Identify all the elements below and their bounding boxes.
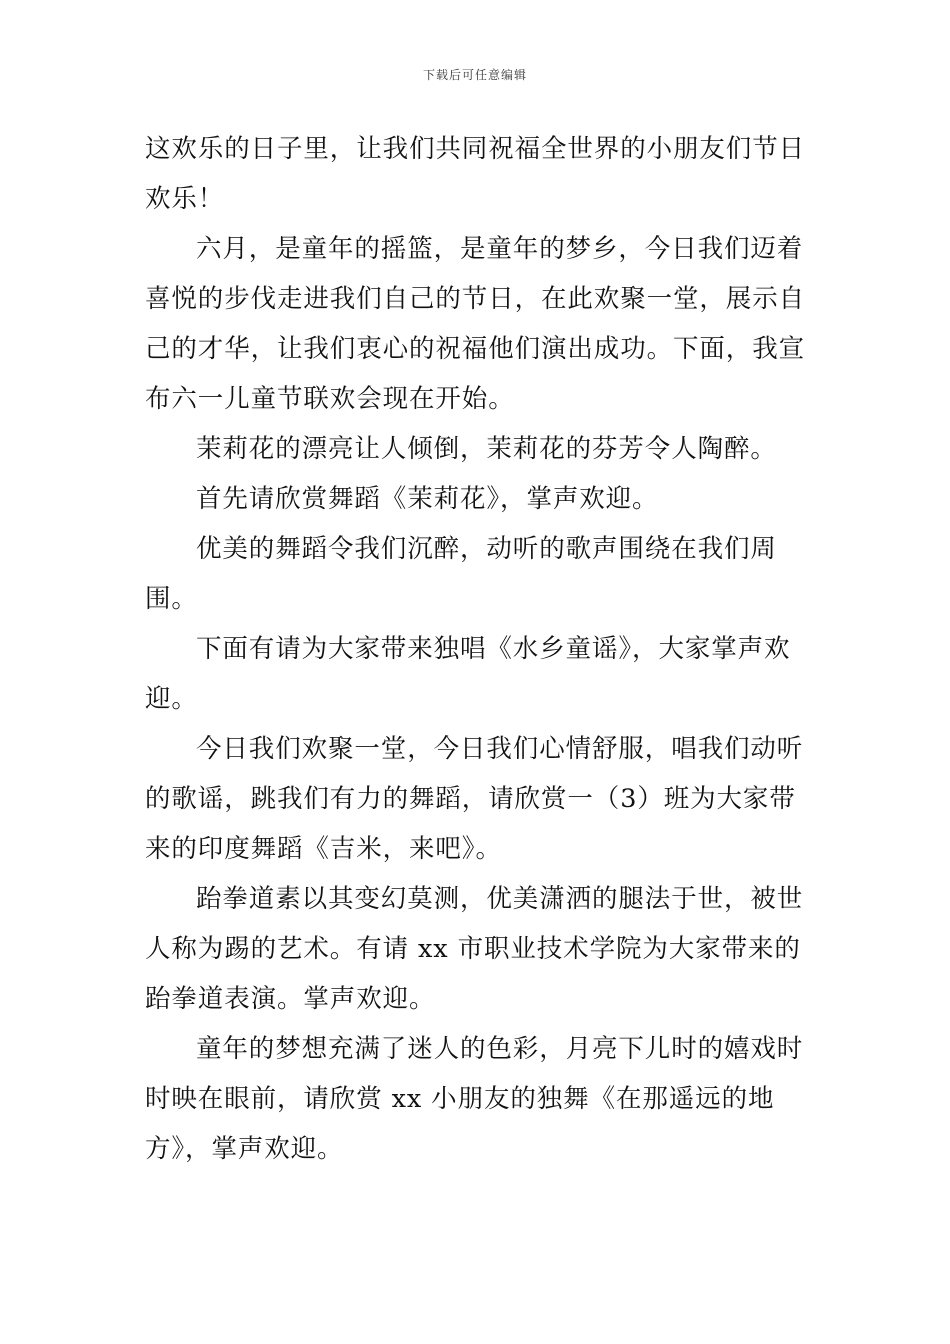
- paragraph: 今日我们欢聚一堂，今日我们心情舒服，唱我们动听的歌谣，跳我们有力的舞蹈，请欣赏一（3）班为大家带来的印度舞蹈《吉米，来吧》。: [145, 734, 804, 864]
- paragraph: 茉莉花的漂亮让人倾倒，茉莉花的芬芳令人陶醉。: [196, 434, 777, 464]
- paragraph: 首先请欣赏舞蹈《茉莉花》，掌声欢迎。: [196, 484, 659, 514]
- paragraph: 跆拳道素以其变幻莫测，优美潇洒的腿法于世，被世人称为踢的艺术。有请 xx 市职业技术学院为大家带来的跆拳道表演。掌声欢迎。: [145, 884, 804, 1014]
- paragraph: 六月，是童年的摇篮，是童年的梦乡，今日我们迈着喜悦的步伐走进我们自己的节日，在此欢聚一堂，展示自己的才华，让我们衷心的祝福他们演出成功。下面，我宣布六一儿童节联欢会现在开始。: [145, 234, 806, 414]
- page-header-note: 下载后可任意编辑: [422, 68, 527, 82]
- paragraph: 优美的舞蹈令我们沉醉，动听的歌声围绕在我们周围。: [145, 534, 777, 614]
- paragraph: 童年的梦想充满了迷人的色彩，月亮下儿时的嬉戏时时映在眼前，请欣赏 xx 小朋友的独舞《在那遥远的地方》，掌声欢迎。: [145, 1034, 804, 1164]
- paragraph: 下面有请为大家带来独唱《水乡童谣》，大家掌声欢迎。: [145, 634, 791, 714]
- document-body: [145, 124, 815, 1174]
- paragraph: 这欢乐的日子里，让我们共同祝福全世界的小朋友们节日欢乐！: [145, 134, 806, 214]
